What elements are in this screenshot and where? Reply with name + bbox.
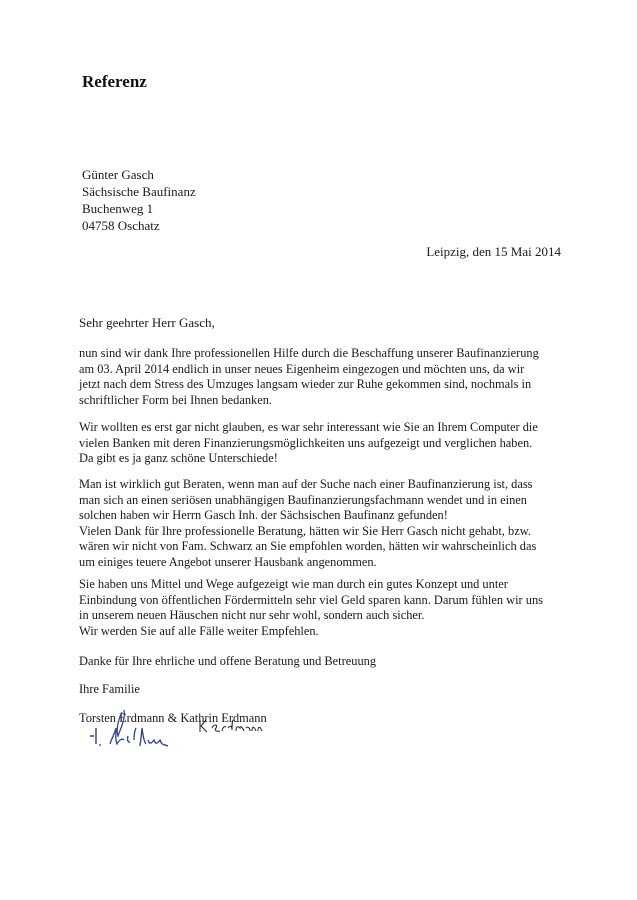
paragraph-line: solchen haben wir Herrn Gasch Inh. der Sächsischen Baufinanz gefunden! bbox=[79, 508, 448, 523]
paragraph-line: Einbindung von öffentlichen Fördermitteln sehr viel Geld sparen kann. Darum fühlen wir uns bbox=[79, 592, 543, 607]
paragraph-line: Da gibt es ja ganz schöne Unterschiede! bbox=[79, 451, 278, 466]
place-date: Leipzig, den 15 Mai 2014 bbox=[426, 244, 561, 259]
paragraph-line: schriftlicher Form bei Ihnen bedanken. bbox=[79, 392, 273, 407]
handwritten-signature bbox=[60, 700, 300, 760]
paragraph-2 bbox=[79, 420, 569, 467]
recipient-company: Sächsische Baufinanz bbox=[82, 184, 196, 199]
recipient-address bbox=[82, 166, 196, 234]
signatories: Torsten Erdmann & Kathrin Erdmann bbox=[79, 711, 267, 725]
recipient-street: Buchenweg 1 bbox=[82, 201, 154, 216]
paragraph-4 bbox=[79, 577, 569, 639]
paragraph-line: Man ist wirklich gut Beraten, wenn man auf der Suche nach einer Baufinanzierung ist, dass bbox=[79, 477, 533, 491]
salutation: Sehr geehrter Herr Gasch, bbox=[79, 315, 215, 330]
paragraph-line: nun sind wir dank Ihre professionellen Hilfe durch die Beschaffung unserer Baufinanzierung bbox=[79, 346, 539, 360]
paragraph-line: Vielen Dank für Ihre professionelle Beratung, hätten wir Sie Herr Gasch nicht gehabt, bzw. bbox=[79, 523, 531, 538]
paragraph-line: man sich an einen seriösen unabhängigen Baufinanzierungsfachmann wendet und in einen bbox=[79, 492, 527, 507]
recipient-name: Günter Gasch bbox=[82, 167, 154, 182]
paragraph-line: in unserem neuen Häuschen nicht nur sehr wohl, sondern auch sicher. bbox=[79, 608, 425, 623]
recipient-city: 04758 Oschatz bbox=[82, 218, 160, 233]
paragraph-line: Wir werden Sie auf alle Fälle weiter Empfehlen. bbox=[79, 623, 319, 638]
paragraph-line: jetzt nach dem Stress des Umzuges langsam wieder zur Ruhe gekommen sind, nochmals in bbox=[79, 377, 532, 392]
paragraph-line: um einiges teuere Angebot unserer Hausbank angenommen. bbox=[79, 554, 377, 569]
paragraph-line: Sie haben uns Mittel und Wege aufgezeigt wie man durch ein gutes Konzept und unter bbox=[79, 577, 508, 591]
paragraph-line: vielen Banken mit deren Finanzierungsmöglichkeiten uns aufgezeigt und verglichen haben. bbox=[79, 435, 533, 450]
paragraph-3 bbox=[79, 477, 569, 571]
paragraph-line: am 03. April 2014 endlich in unser neues Eigenheim eingezogen und möchten uns, da wir bbox=[79, 361, 525, 376]
closing-line: Ihre Familie bbox=[79, 682, 140, 696]
paragraph-line: wären wir nicht von Fam. Schwarz an Sie empfohlen worden, hätten wir wahrscheinlich das bbox=[79, 539, 537, 554]
paragraph-line: Wir wollten es erst gar nicht glauben, es war sehr interessant wie Sie an Ihrem Computer die bbox=[79, 420, 538, 434]
letter-title: Referenz bbox=[82, 72, 147, 91]
thanks-line: Danke für Ihre ehrliche und offene Beratung und Betreuung bbox=[79, 654, 377, 668]
paragraph-1 bbox=[79, 346, 569, 408]
